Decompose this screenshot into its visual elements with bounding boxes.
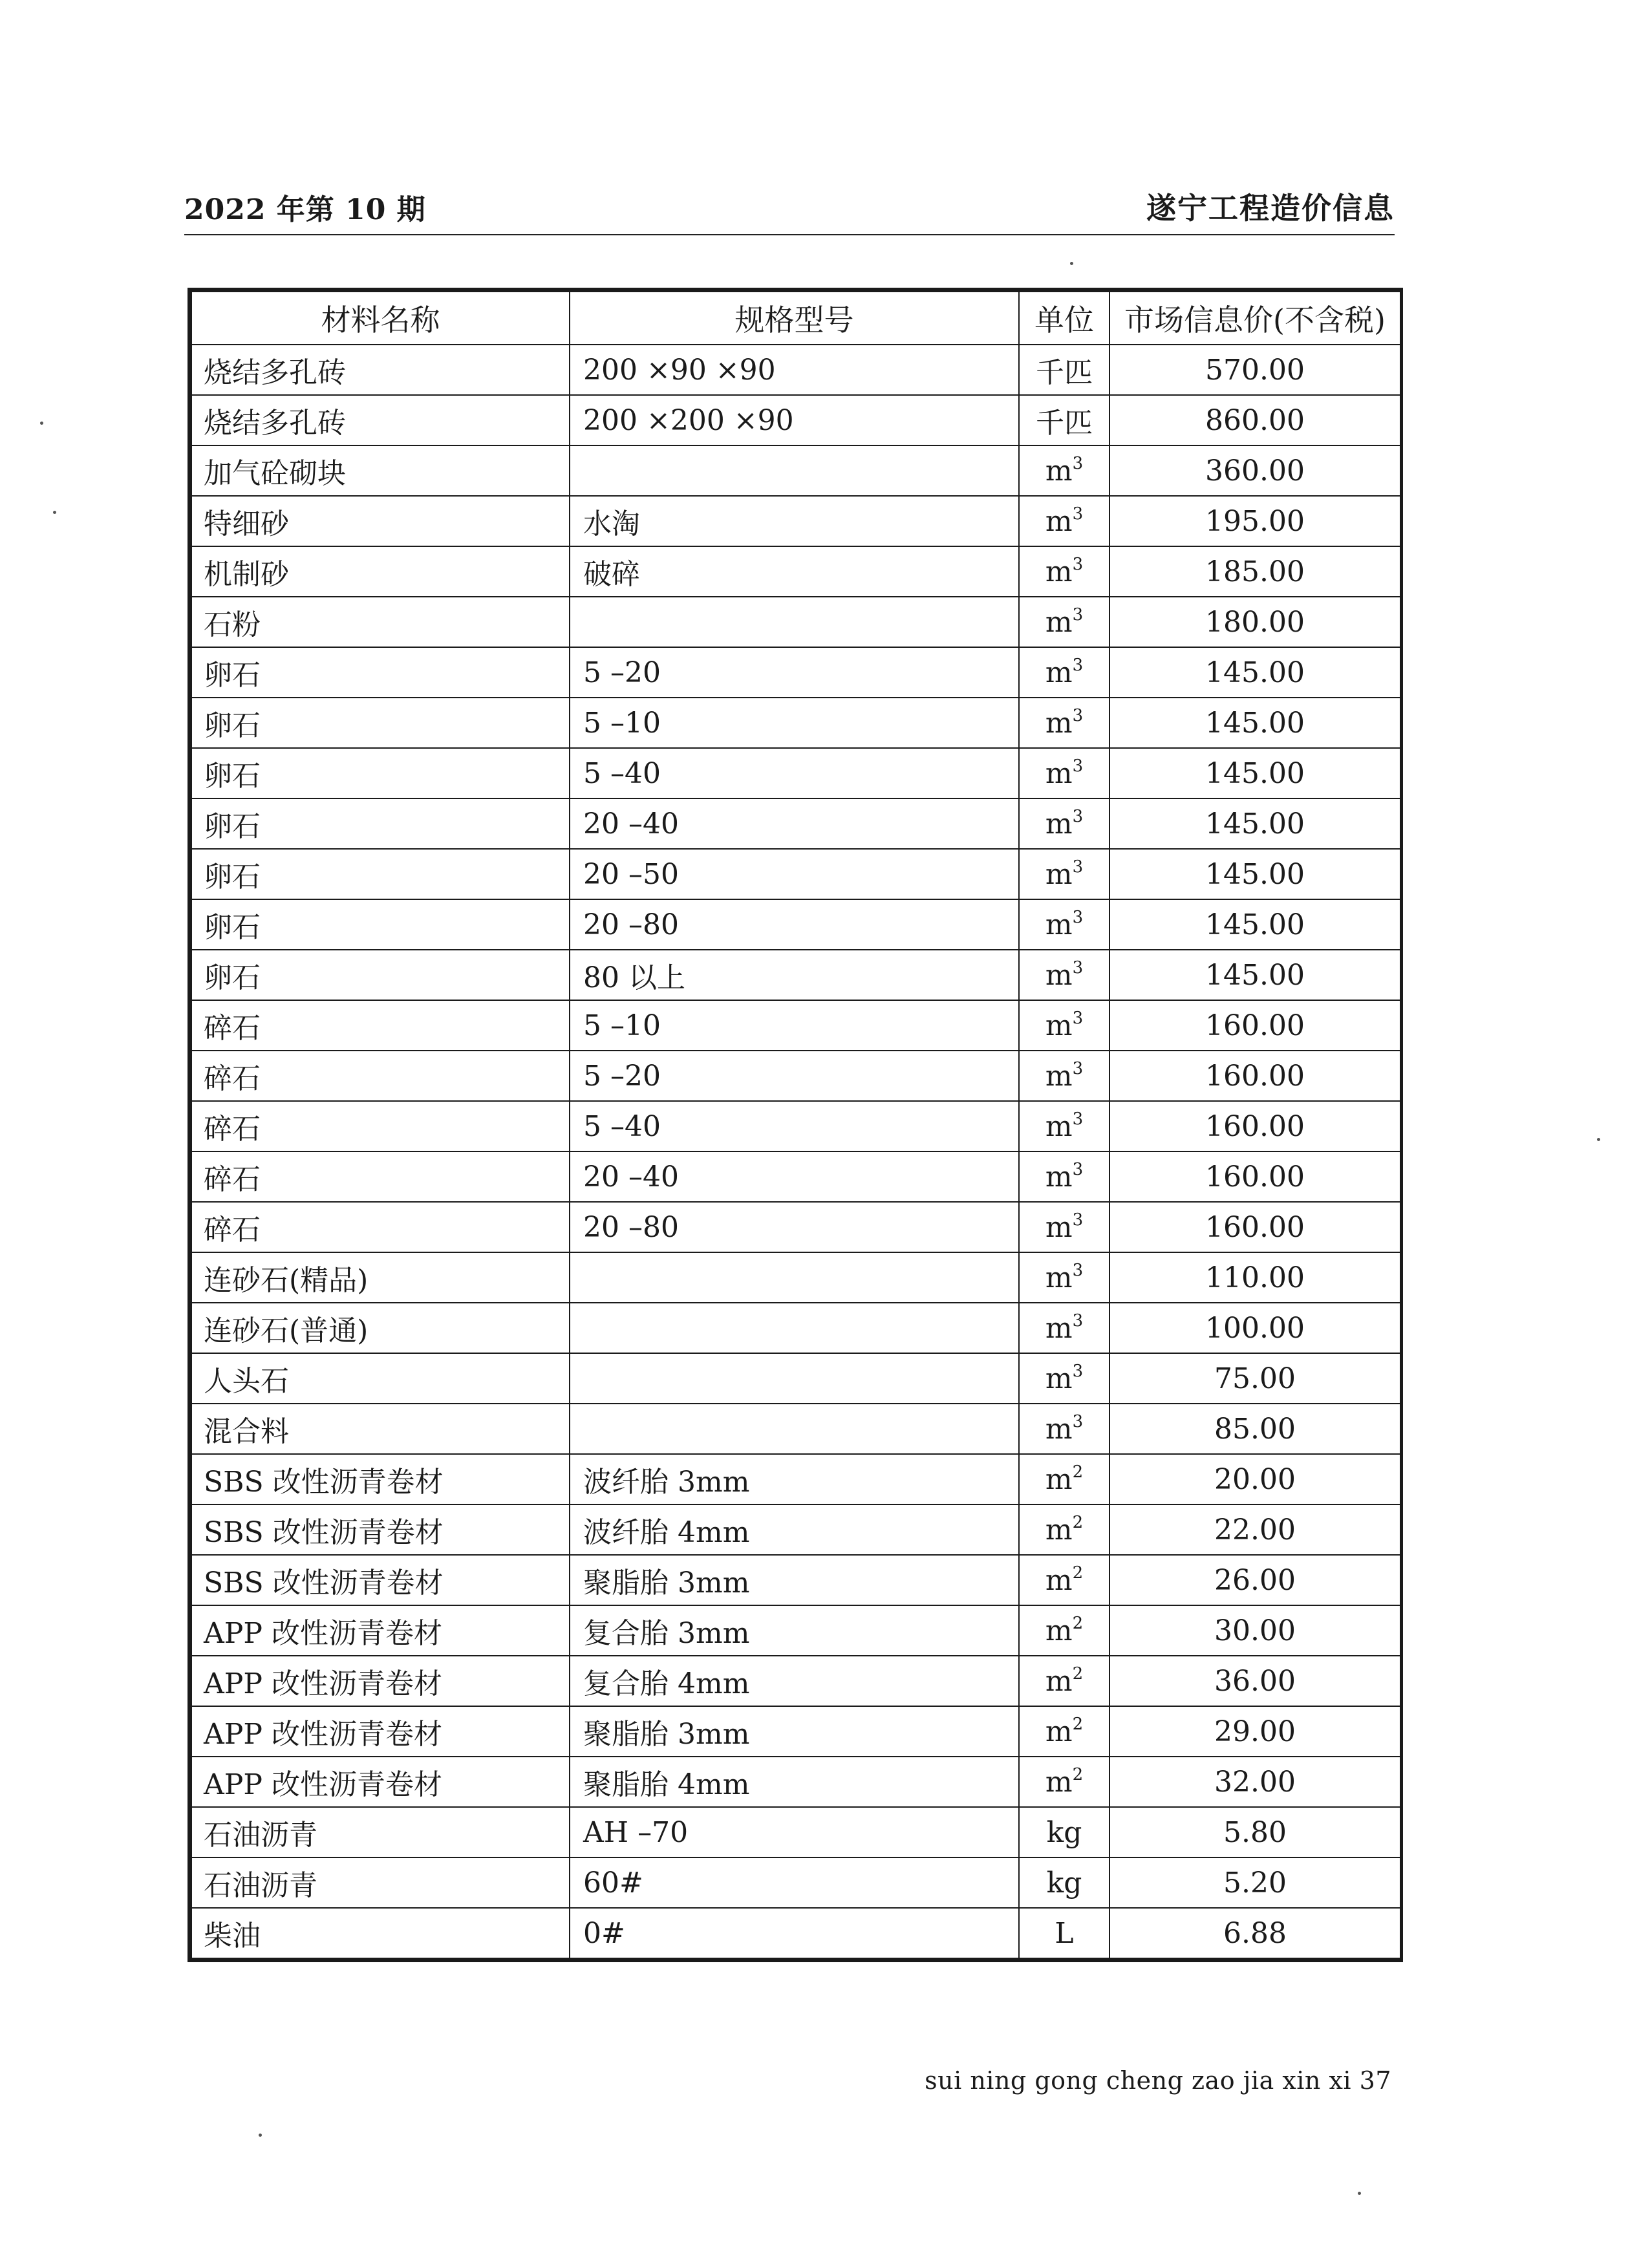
price-cell: 29.00 [1109,1706,1400,1757]
price-cell: 145.00 [1109,950,1400,1000]
price-cell: 160.00 [1109,1051,1400,1101]
unit-text: m [1045,504,1073,538]
table-row [191,1151,1400,1202]
spec-cell: 5 –10 [570,1000,1019,1051]
unit-cell [1019,1857,1109,1908]
unit-cell [1019,1706,1109,1757]
material-name-cell: 碎石 [191,1101,570,1151]
unit-cell [1019,597,1109,647]
unit-cell [1019,345,1109,395]
unit-exponent: 3 [1072,1008,1084,1028]
spec-cell: 20 –40 [570,798,1019,849]
table-row [191,597,1400,647]
unit-text: m [1045,1311,1073,1345]
table-row [191,1404,1400,1454]
unit-cell [1019,748,1109,798]
material-name-cell: 碎石 [191,1000,570,1051]
spec-cell: AH –70 [570,1807,1019,1857]
unit-exponent: 3 [1072,1159,1084,1179]
material-name-cell: 碎石 [191,1051,570,1101]
table-row [191,950,1400,1000]
unit-cell [1019,1151,1109,1202]
spec-cell: 复合胎 3mm [570,1605,1019,1656]
scan-speck [1358,2192,1361,2195]
unit-text: m [1045,454,1073,487]
spec-cell [570,1404,1019,1454]
table-row [191,1252,1400,1303]
spec-cell [570,1252,1019,1303]
unit-cell [1019,496,1109,546]
price-cell: 145.00 [1109,748,1400,798]
unit-cell [1019,1000,1109,1051]
unit-text: m [1045,1715,1073,1748]
table-header-row [191,292,1400,345]
spec-cell: 200 ×90 ×90 [570,345,1019,395]
unit-cell [1019,1252,1109,1303]
unit-cell [1019,1504,1109,1555]
spec-cell [570,597,1019,647]
spec-cell: 20 –40 [570,1151,1019,1202]
material-name-cell: 烧结多孔砖 [191,345,570,395]
material-name-cell: 卵石 [191,798,570,849]
unit-exponent: 2 [1072,1764,1084,1784]
table-row [191,395,1400,445]
material-name-cell: 柴油 [191,1908,570,1958]
material-name-cell: SBS 改性沥青卷材 [191,1555,570,1605]
unit-text: m [1045,1614,1073,1647]
unit-text: m [1045,706,1073,740]
spec-cell: 5 –40 [570,748,1019,798]
unit-exponent: 3 [1072,1411,1084,1431]
spec-cell: 水淘 [570,496,1019,546]
material-name-cell: 特细砂 [191,496,570,546]
material-name-cell: 混合料 [191,1404,570,1454]
table-row [191,1504,1400,1555]
price-cell: 100.00 [1109,1303,1400,1353]
price-cell: 145.00 [1109,798,1400,849]
publication-title: 遂宁工程造价信息 [1146,191,1395,226]
table-row [191,1555,1400,1605]
unit-exponent: 2 [1072,1512,1084,1532]
price-cell: 145.00 [1109,647,1400,698]
unit-exponent: 3 [1072,655,1084,675]
price-cell: 180.00 [1109,597,1400,647]
table-row [191,1908,1400,1958]
material-name-cell: 机制砂 [191,546,570,597]
unit-exponent: 3 [1072,1109,1084,1129]
unit-exponent: 3 [1072,1361,1084,1381]
material-name-cell: 卵石 [191,698,570,748]
scan-speck [1597,1138,1600,1141]
price-cell: 36.00 [1109,1656,1400,1706]
price-table [191,291,1401,1959]
unit-cell [1019,1353,1109,1404]
price-cell: 360.00 [1109,445,1400,496]
column-header-unit: 单位 [1019,292,1109,345]
price-cell: 75.00 [1109,1353,1400,1404]
spec-cell [570,1303,1019,1353]
spec-cell: 5 –10 [570,698,1019,748]
table-row [191,698,1400,748]
spec-cell: 波纤胎 3mm [570,1454,1019,1504]
price-cell: 6.88 [1109,1908,1400,1958]
unit-exponent: 3 [1072,756,1084,776]
spec-cell: 0# [570,1908,1019,1958]
price-cell: 26.00 [1109,1555,1400,1605]
material-name-cell: 连砂石(精品) [191,1252,570,1303]
spec-cell [570,445,1019,496]
unit-cell [1019,1656,1109,1706]
table-row [191,1000,1400,1051]
unit-text: m [1045,1513,1073,1546]
table-row [191,899,1400,950]
spec-cell: 复合胎 4mm [570,1656,1019,1706]
unit-text: m [1045,656,1073,689]
unit-exponent: 3 [1072,705,1084,725]
table-row [191,1807,1400,1857]
scan-speck [259,2134,262,2137]
unit-text: m [1045,1563,1073,1597]
unit-text: m [1045,908,1073,941]
unit-text: m [1045,1362,1073,1395]
unit-cell [1019,1454,1109,1504]
unit-text: m [1045,555,1073,588]
column-header-material-name: 材料名称 [191,292,570,345]
price-cell: 30.00 [1109,1605,1400,1656]
table-row [191,496,1400,546]
unit-cell [1019,899,1109,950]
spec-cell: 破碎 [570,546,1019,597]
unit-text: m [1045,1412,1073,1446]
material-name-cell: 连砂石(普通) [191,1303,570,1353]
column-header-spec: 规格型号 [570,292,1019,345]
spec-cell: 80 以上 [570,950,1019,1000]
unit-exponent: 3 [1072,1260,1084,1280]
unit-cell [1019,950,1109,1000]
unit-exponent: 2 [1072,1664,1084,1684]
unit-exponent: 3 [1072,504,1084,524]
material-name-cell: 碎石 [191,1202,570,1252]
unit-text: L [1055,1916,1074,1950]
table-row [191,1202,1400,1252]
unit-exponent: 2 [1072,1714,1084,1734]
unit-text: 千匹 [1036,356,1093,389]
table-row [191,798,1400,849]
table-row [191,1605,1400,1656]
table-row [191,1051,1400,1101]
material-name-cell: 加气砼砌块 [191,445,570,496]
spec-cell: 60# [570,1857,1019,1908]
table-row [191,445,1400,496]
spec-cell: 20 –80 [570,899,1019,950]
unit-text: m [1045,1009,1073,1042]
unit-text: m [1045,1765,1073,1799]
unit-cell [1019,798,1109,849]
material-name-cell: 碎石 [191,1151,570,1202]
spec-cell: 聚脂胎 4mm [570,1757,1019,1807]
unit-text: m [1045,1261,1073,1294]
spec-cell: 5 –20 [570,647,1019,698]
unit-exponent: 3 [1072,806,1084,826]
price-cell: 145.00 [1109,698,1400,748]
unit-cell [1019,445,1109,496]
price-cell: 5.80 [1109,1807,1400,1857]
table-row [191,1101,1400,1151]
unit-cell [1019,1757,1109,1807]
spec-cell: 20 –80 [570,1202,1019,1252]
unit-cell [1019,647,1109,698]
material-name-cell: APP 改性沥青卷材 [191,1757,570,1807]
unit-exponent: 2 [1072,1462,1084,1482]
price-cell: 32.00 [1109,1757,1400,1807]
unit-text: kg [1046,1815,1082,1849]
material-name-cell: 卵石 [191,849,570,899]
unit-exponent: 3 [1072,554,1084,574]
price-cell: 160.00 [1109,1202,1400,1252]
unit-cell [1019,1605,1109,1656]
unit-cell [1019,1404,1109,1454]
unit-text: m [1045,1059,1073,1093]
unit-cell [1019,1303,1109,1353]
column-header-price: 市场信息价(不含税) [1109,292,1400,345]
unit-text: 千匹 [1036,407,1093,440]
material-name-cell: APP 改性沥青卷材 [191,1656,570,1706]
material-name-cell: 卵石 [191,899,570,950]
unit-cell [1019,1202,1109,1252]
spec-cell: 20 –50 [570,849,1019,899]
spec-cell: 5 –40 [570,1101,1019,1151]
unit-text: m [1045,1462,1073,1496]
page-header [184,187,1395,235]
unit-exponent: 3 [1072,957,1084,978]
unit-exponent: 2 [1072,1563,1084,1583]
material-name-cell: 卵石 [191,647,570,698]
spec-cell: 200 ×200 ×90 [570,395,1019,445]
unit-exponent: 3 [1072,907,1084,927]
material-name-cell: APP 改性沥青卷材 [191,1706,570,1757]
unit-text: kg [1046,1866,1082,1899]
unit-cell [1019,1807,1109,1857]
unit-text: m [1045,1664,1073,1698]
table-body [191,345,1400,1958]
price-cell: 570.00 [1109,345,1400,395]
spec-cell: 波纤胎 4mm [570,1504,1019,1555]
price-cell: 20.00 [1109,1454,1400,1504]
unit-exponent: 3 [1072,1058,1084,1078]
price-cell: 195.00 [1109,496,1400,546]
unit-text: m [1045,1109,1073,1143]
material-name-cell: 卵石 [191,950,570,1000]
unit-text: m [1045,857,1073,891]
unit-exponent: 3 [1072,857,1084,877]
spec-cell: 聚脂胎 3mm [570,1555,1019,1605]
price-cell: 5.20 [1109,1857,1400,1908]
unit-text: m [1045,958,1073,992]
scan-speck [1070,262,1073,265]
unit-exponent: 3 [1072,1210,1084,1230]
issue-label: 2022 年第 10 期 [184,193,426,226]
unit-cell [1019,1051,1109,1101]
price-cell: 185.00 [1109,546,1400,597]
unit-text: m [1045,1160,1073,1193]
price-cell: 160.00 [1109,1151,1400,1202]
page-footer: sui ning gong cheng zao jia xin xi 37 [925,2066,1391,2095]
price-cell: 22.00 [1109,1504,1400,1555]
material-name-cell: 石油沥青 [191,1807,570,1857]
table-row [191,345,1400,395]
table-row [191,1454,1400,1504]
spec-cell [570,1353,1019,1404]
price-cell: 160.00 [1109,1000,1400,1051]
unit-exponent: 2 [1072,1613,1084,1633]
material-name-cell: APP 改性沥青卷材 [191,1605,570,1656]
table-row [191,1857,1400,1908]
unit-cell [1019,546,1109,597]
table-row [191,748,1400,798]
unit-cell [1019,1908,1109,1958]
table-row [191,1757,1400,1807]
table-row [191,1353,1400,1404]
price-cell: 145.00 [1109,849,1400,899]
material-name-cell: 石油沥青 [191,1857,570,1908]
price-cell: 160.00 [1109,1101,1400,1151]
spec-cell: 聚脂胎 3mm [570,1706,1019,1757]
spec-cell: 5 –20 [570,1051,1019,1101]
unit-text: m [1045,807,1073,840]
unit-cell [1019,1101,1109,1151]
material-name-cell: 人头石 [191,1353,570,1404]
unit-exponent: 3 [1072,453,1084,473]
unit-cell [1019,1555,1109,1605]
material-name-cell: 卵石 [191,748,570,798]
unit-cell [1019,698,1109,748]
material-name-cell: SBS 改性沥青卷材 [191,1504,570,1555]
price-cell: 85.00 [1109,1404,1400,1454]
price-cell: 145.00 [1109,899,1400,950]
table-row [191,1706,1400,1757]
price-table-container [188,288,1403,1962]
unit-text: m [1045,1210,1073,1244]
price-cell: 860.00 [1109,395,1400,445]
table-row [191,1303,1400,1353]
table-row [191,546,1400,597]
price-cell: 110.00 [1109,1252,1400,1303]
material-name-cell: 石粉 [191,597,570,647]
unit-text: m [1045,756,1073,790]
unit-exponent: 3 [1072,604,1084,625]
material-name-cell: SBS 改性沥青卷材 [191,1454,570,1504]
scan-speck [53,511,56,514]
table-row [191,849,1400,899]
unit-cell [1019,395,1109,445]
unit-cell [1019,849,1109,899]
unit-text: m [1045,605,1073,639]
table-row [191,647,1400,698]
table-row [191,1656,1400,1706]
scan-speck [40,422,43,425]
material-name-cell: 烧结多孔砖 [191,395,570,445]
unit-exponent: 3 [1072,1311,1084,1331]
